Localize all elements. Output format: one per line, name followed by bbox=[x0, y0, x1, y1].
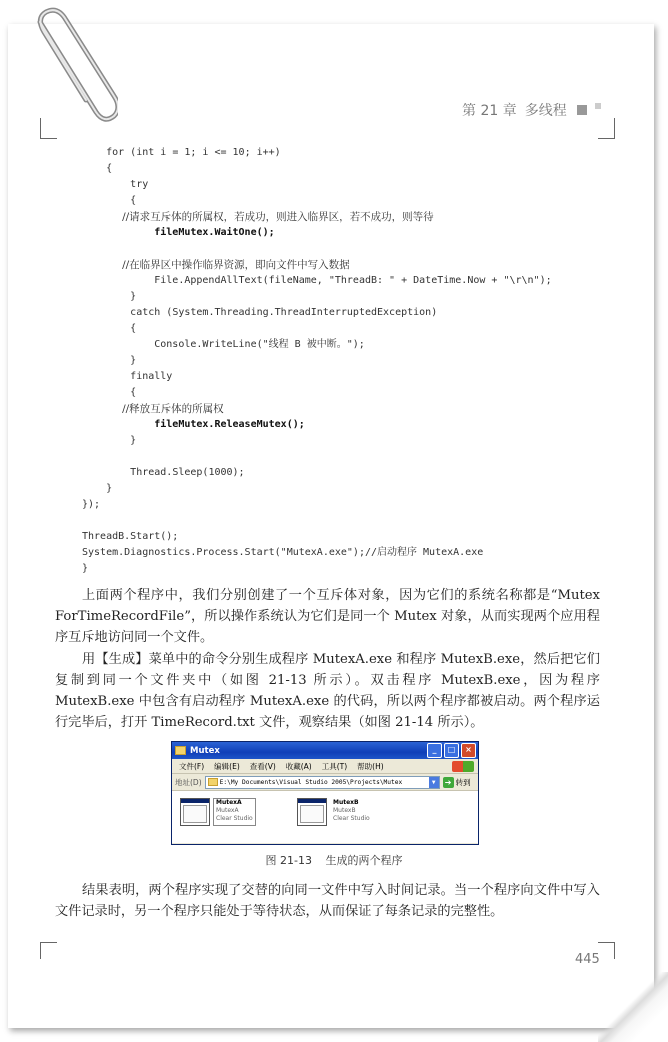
code-text: Console.WriteLine("线程 B 被中断。"); bbox=[154, 339, 365, 350]
code-line bbox=[82, 177, 622, 193]
code-text: { bbox=[130, 195, 137, 206]
figure-caption-text: 生成的两个程序 bbox=[325, 854, 403, 867]
code-line bbox=[82, 193, 622, 209]
application-icon bbox=[180, 798, 210, 826]
code-text: } bbox=[106, 483, 113, 494]
paragraph-2: 用【生成】菜单中的命令分别生成程序 MutexA.exe 和程序 MutexB.exe，然后把它们复制到同一个文件夹中（如图 21-13 所示）。双击程序 MutexB.exe，因为程序 MutexB.exe 中包含有启动程序 MutexA.exe 的代码，所以两个程序都被启动。两个程序运行完毕后，打开 TimeRecord.txt 文件，观察结果（如图 21-14 所示）。 bbox=[55, 652, 600, 730]
paragraph-3: 结果表明，两个程序实现了交替的向同一文件中写入时间记录。当一个程序向文件中写入文件记录时，另一个程序只能处于等待状态，从而保证了每条记录的完整性。 bbox=[55, 883, 600, 919]
page-number: 445 bbox=[575, 952, 600, 967]
code-indent bbox=[82, 355, 130, 366]
address-value: E:\My Documents\Visual Studio 2005\Projects\Mutex bbox=[219, 778, 403, 786]
page-curl bbox=[598, 972, 668, 1042]
window-titlebar bbox=[172, 742, 478, 759]
crop-mark-top-right bbox=[598, 118, 615, 139]
chapter-title: 多线程 bbox=[524, 103, 567, 119]
code-text: { bbox=[130, 323, 137, 334]
menu-favorites: 收藏(A) bbox=[285, 761, 312, 771]
code-indent bbox=[82, 275, 154, 286]
menu-view: 查看(V) bbox=[249, 761, 276, 771]
code-indent bbox=[82, 307, 130, 318]
figure-caption bbox=[0, 852, 668, 868]
code-line bbox=[82, 161, 622, 177]
close-icon: × bbox=[461, 743, 476, 758]
code-text: System.Diagnostics.Process.Start("MutexA.exe");//启动程序 MutexA.exe bbox=[82, 547, 484, 558]
window-title: Mutex bbox=[190, 745, 220, 756]
address-bar bbox=[172, 774, 478, 791]
crop-mark-bottom-right bbox=[598, 942, 615, 959]
header-mark bbox=[577, 105, 587, 115]
code-line bbox=[82, 225, 622, 241]
code-line bbox=[82, 449, 622, 465]
code-line bbox=[82, 417, 622, 433]
code-text: //释放互斥体的所属权 bbox=[122, 403, 224, 415]
code-line bbox=[82, 273, 622, 289]
code-line bbox=[82, 353, 622, 369]
code-text: { bbox=[130, 387, 137, 398]
menu-bar bbox=[172, 759, 478, 774]
code-indent bbox=[82, 483, 106, 494]
application-icon bbox=[297, 798, 327, 826]
code-text: ThreadB.Start(); bbox=[82, 531, 179, 542]
code-line bbox=[82, 257, 622, 273]
paragraph-1: 上面两个程序中，我们分别创建了一个互斥体对象，因为它们的系统名称都是“Mutex ForTimeRecordFile”，所以操作系统认为它们是同一个 Mutex 对象，从而实现两个应用程序互斥地访问同一个文件。 bbox=[55, 588, 600, 645]
figure-number: 图 21-13 bbox=[265, 854, 312, 867]
code-line bbox=[82, 145, 622, 161]
code-text: for (int i = 1; i <= 10; i++) bbox=[106, 147, 281, 158]
code-indent bbox=[82, 291, 130, 302]
code-indent bbox=[82, 371, 130, 382]
code-text: Thread.Sleep(1000); bbox=[130, 467, 245, 478]
chapter-number: 第 21 章 bbox=[462, 103, 517, 119]
file-description: MutexA bbox=[216, 807, 239, 814]
code-text: }); bbox=[82, 499, 101, 510]
code-line bbox=[82, 545, 622, 561]
address-field bbox=[205, 776, 440, 789]
code-line bbox=[82, 337, 622, 353]
go-label: 转到 bbox=[455, 777, 471, 787]
code-text: } bbox=[130, 291, 137, 302]
file-name: MutexB bbox=[333, 799, 359, 806]
code-indent bbox=[82, 163, 106, 174]
code-text: { bbox=[106, 163, 113, 174]
code-indent bbox=[82, 147, 106, 158]
code-text: } bbox=[82, 563, 89, 574]
menu-help: 帮助(H) bbox=[357, 761, 384, 771]
code-line bbox=[82, 529, 622, 545]
code-line bbox=[82, 401, 622, 417]
folder-icon bbox=[208, 778, 218, 786]
code-indent bbox=[82, 419, 154, 430]
code-text: File.AppendAllText(fileName, "ThreadB: " + DateTime.Now + "\r\n"); bbox=[154, 275, 552, 286]
code-text: fileMutex.WaitOne(); bbox=[154, 227, 275, 238]
code-block bbox=[82, 145, 622, 577]
menu-tools: 工具(T) bbox=[321, 761, 348, 771]
code-line bbox=[82, 561, 622, 577]
menu-edit: 编辑(E) bbox=[214, 761, 240, 771]
chevron-down-icon: ▼ bbox=[429, 777, 439, 788]
code-line bbox=[82, 241, 622, 257]
code-indent bbox=[82, 211, 122, 223]
file-description: MutexB bbox=[333, 807, 356, 814]
code-line bbox=[82, 289, 622, 305]
code-line bbox=[82, 513, 622, 529]
code-text: finally bbox=[130, 371, 173, 382]
code-line bbox=[82, 321, 622, 337]
code-text: catch (System.Threading.ThreadInterruptedException) bbox=[130, 307, 438, 318]
file-list bbox=[172, 791, 478, 843]
crop-mark-top-left bbox=[40, 118, 57, 139]
running-header bbox=[462, 100, 601, 120]
maximize-icon: □ bbox=[444, 743, 459, 758]
code-line bbox=[82, 209, 622, 225]
code-line bbox=[82, 465, 622, 481]
go-arrow-icon: ➔ bbox=[443, 777, 454, 788]
menu-file: 文件(F) bbox=[179, 761, 205, 771]
code-line bbox=[82, 481, 622, 497]
paperclip-icon bbox=[18, 0, 118, 125]
file-item bbox=[297, 798, 373, 826]
code-text: //在临界区中操作临界资源，即向文件中写入数据 bbox=[122, 259, 350, 271]
file-company: Clear Studio bbox=[333, 815, 370, 822]
code-text: } bbox=[130, 435, 137, 446]
crop-mark-bottom-left bbox=[40, 942, 57, 959]
code-indent bbox=[82, 467, 130, 478]
code-indent bbox=[82, 195, 130, 206]
header-mark-small bbox=[595, 103, 601, 109]
folder-icon bbox=[175, 746, 186, 755]
code-text: try bbox=[130, 179, 149, 190]
code-line bbox=[82, 369, 622, 385]
code-text: fileMutex.ReleaseMutex(); bbox=[154, 419, 305, 430]
address-label: 地址(D) bbox=[175, 777, 202, 787]
explorer-window-screenshot bbox=[171, 741, 479, 845]
file-company: Clear Studio bbox=[216, 815, 253, 822]
minimize-icon: _ bbox=[427, 743, 442, 758]
code-indent bbox=[82, 403, 122, 415]
code-indent bbox=[82, 179, 130, 190]
windows-logo-icon bbox=[452, 761, 474, 772]
code-line bbox=[82, 433, 622, 449]
code-indent bbox=[82, 339, 154, 350]
file-item bbox=[180, 798, 256, 826]
code-text: //请求互斥体的所属权，若成功，则进入临界区，若不成功，则等待 bbox=[122, 211, 434, 223]
code-line bbox=[82, 497, 622, 513]
code-indent bbox=[82, 227, 154, 238]
file-name: MutexA bbox=[216, 799, 242, 806]
code-line bbox=[82, 385, 622, 401]
code-line bbox=[82, 305, 622, 321]
code-text: } bbox=[130, 355, 137, 366]
code-indent bbox=[82, 387, 130, 398]
code-indent bbox=[82, 323, 130, 334]
code-indent bbox=[82, 435, 130, 446]
file-info bbox=[330, 798, 373, 826]
file-info bbox=[213, 798, 256, 826]
code-indent bbox=[82, 259, 122, 271]
